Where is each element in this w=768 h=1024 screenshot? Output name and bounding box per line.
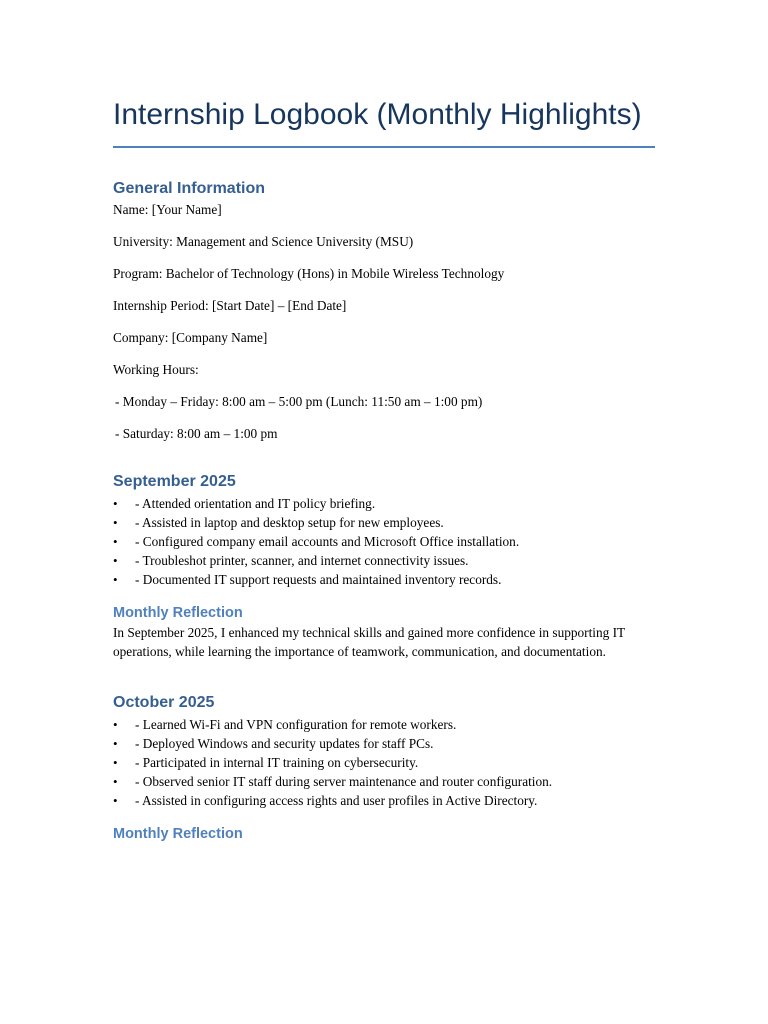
bullet-icon: • — [113, 533, 118, 549]
bullet-icon: • — [113, 716, 118, 732]
list-item-text: - Learned Wi-Fi and VPN configuration for remote workers. — [135, 716, 457, 732]
list-item — [113, 551, 655, 570]
info-working-hours: Working Hours: — [113, 362, 199, 377]
bullet-icon: • — [113, 572, 118, 588]
title-divider — [113, 146, 655, 148]
info-hours-weekday: - Monday – Friday: 8:00 am – 5:00 pm (Lunch: 11:50 am – 1:00 pm) — [115, 394, 483, 409]
list-item-text: - Troubleshot printer, scanner, and internet connectivity issues. — [135, 553, 469, 569]
list-item-text: - Observed senior IT staff during server maintenance and router configuration. — [135, 774, 553, 790]
list-item-text: - Deployed Windows and security updates for staff PCs. — [135, 735, 434, 751]
bullet-icon: • — [113, 774, 118, 790]
document-title: Internship Logbook (Monthly Highlights) — [113, 98, 642, 131]
bullet-icon: • — [113, 553, 118, 569]
list-item — [113, 570, 655, 589]
general-info-heading: General Information — [113, 180, 266, 197]
october-task-list — [113, 715, 655, 811]
october-heading: October 2025 — [113, 693, 215, 711]
september-reflection-heading: Monthly Reflection — [113, 604, 243, 621]
info-hours-saturday: - Saturday: 8:00 am – 1:00 pm — [115, 426, 278, 441]
list-item-text: - Assisted in laptop and desktop setup for new employees. — [135, 514, 444, 530]
general-info-list — [113, 200, 655, 444]
info-company: Company: [Company Name] — [113, 330, 268, 345]
bullet-icon: • — [113, 735, 118, 751]
list-item — [113, 734, 655, 753]
list-item-text: - Documented IT support requests and maintained inventory records. — [135, 572, 502, 588]
list-item-text: - Attended orientation and IT policy briefing. — [135, 495, 376, 511]
list-item — [113, 753, 655, 772]
bullet-icon: • — [113, 754, 118, 770]
september-reflection-text: In September 2025, I enhanced my technical skills and gained more confidence in supporting IT operations, while learning the importance of teamwork, communication, and documentation. — [113, 624, 625, 660]
list-item — [113, 772, 655, 791]
list-item-text: - Participated in internal IT training on cybersecurity. — [135, 754, 419, 770]
document-page — [113, 94, 655, 842]
list-item — [113, 532, 655, 551]
list-item — [113, 791, 655, 810]
bullet-icon: • — [113, 495, 118, 511]
list-item — [113, 513, 655, 532]
bullet-icon: • — [113, 514, 118, 530]
list-item — [113, 494, 655, 513]
list-item — [113, 715, 655, 734]
september-task-list — [113, 494, 655, 590]
september-heading: September 2025 — [113, 472, 236, 490]
info-university: University: Management and Science University (MSU) — [113, 234, 414, 249]
bullet-icon: • — [113, 793, 118, 809]
info-internship-period: Internship Period: [Start Date] – [End Date] — [113, 298, 347, 313]
list-item-text: - Assisted in configuring access rights and user profiles in Active Directory. — [135, 793, 538, 809]
list-item-text: - Configured company email accounts and Microsoft Office installation. — [135, 533, 520, 549]
october-reflection-heading: Monthly Reflection — [113, 825, 243, 842]
info-name: Name: [Your Name] — [113, 202, 222, 217]
info-program: Program: Bachelor of Technology (Hons) in Mobile Wireless Technology — [113, 266, 505, 281]
